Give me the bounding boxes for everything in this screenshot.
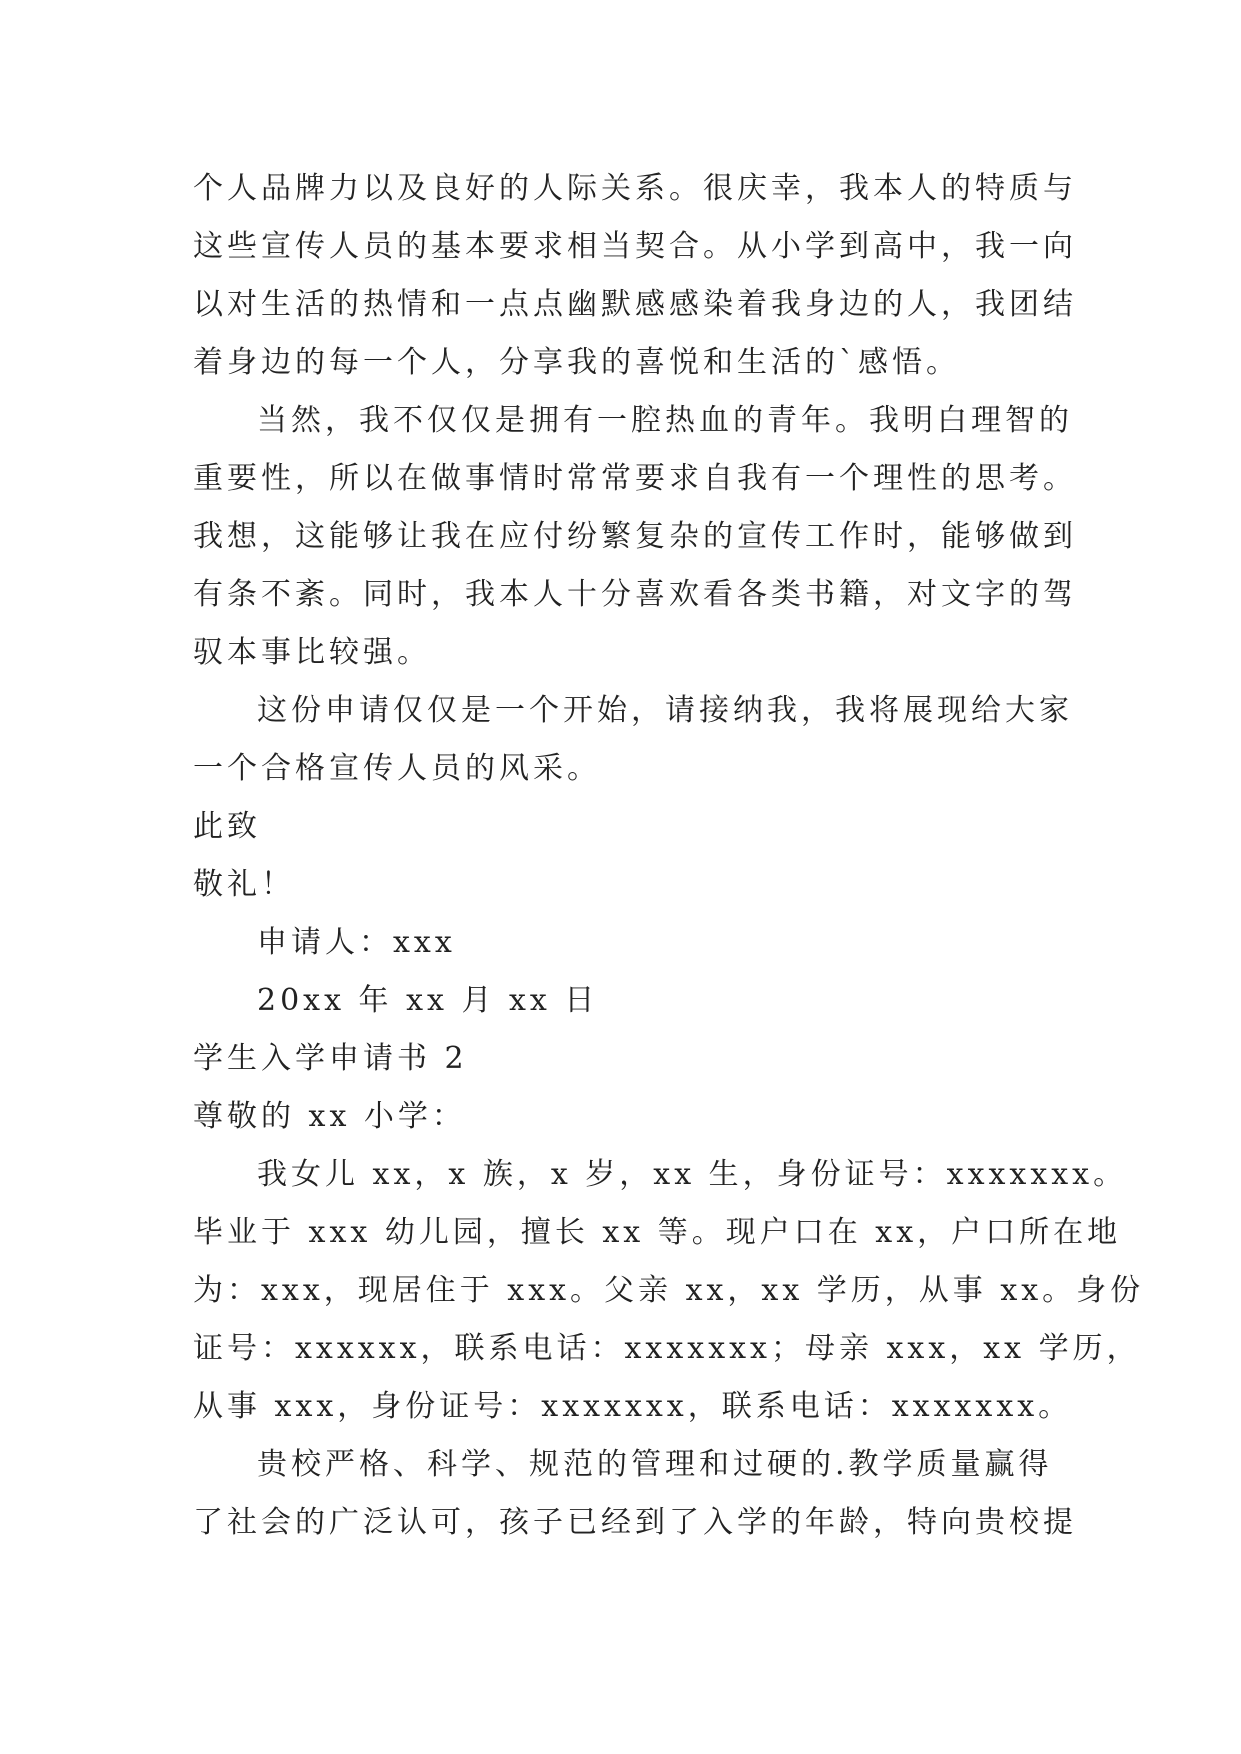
text-line-2: 这些宣传人员的基本要求相当契合。从小学到高中，我一向 (193, 229, 1077, 264)
signature-date: 20xx 年 xx 月 xx 日 (257, 983, 599, 1018)
text-line-8: 有条不紊。同时，我本人十分喜欢看各类书籍，对文字的驾 (193, 577, 1077, 612)
closing-salutation: 此致 (193, 809, 261, 844)
text-line-3: 以对生活的热情和一点点幽默感感染着我身边的人，我团结 (193, 287, 1077, 322)
letter-greeting: 尊敬的 xx 小学： (193, 1099, 466, 1134)
text-line-1: 个人品牌力以及良好的人际关系。很庆幸，我本人的特质与 (193, 171, 1077, 206)
text-line-4: 着身边的每一个人，分享我的喜悦和生活的`感悟。 (193, 345, 960, 380)
section-title: 学生入学申请书 2 (193, 1041, 468, 1076)
text-line-20: 为：xxx，现居住于 xxx。父亲 xx，xx 学历，从事 xx。身份 (193, 1273, 1145, 1308)
text-line-6: 重要性，所以在做事情时常常要求自我有一个理性的思考。 (193, 461, 1077, 496)
text-line-11: 一个合格宣传人员的风采。 (193, 751, 601, 786)
document-body (193, 160, 1145, 1552)
text-line-18: 我女儿 xx，x 族，x 岁，xx 生，身份证号：xxxxxxx。 (257, 1157, 1128, 1192)
text-line-10: 这份申请仅仅是一个开始，请接纳我，我将展现给大家 (257, 693, 1073, 728)
text-line-24: 了社会的广泛认可，孩子已经到了入学的年龄，特向贵校提 (193, 1505, 1077, 1540)
closing-respect: 敬礼！ (193, 867, 295, 902)
text-line-22: 从事 xxx，身份证号：xxxxxxx，联系电话：xxxxxxx。 (193, 1389, 1073, 1424)
text-line-5: 当然，我不仅仅是拥有一腔热血的青年。我明白理智的 (257, 403, 1073, 438)
text-line-23: 贵校严格、科学、规范的管理和过硬的.教学质量赢得 (257, 1447, 1053, 1482)
applicant-signature: 申请人：xxx (257, 925, 456, 960)
text-line-9: 驭本事比较强。 (193, 635, 431, 670)
text-line-19: 毕业于 xxx 幼儿园，擅长 xx 等。现户口在 xx，户口所在地 (193, 1215, 1122, 1250)
text-line-7: 我想，这能够让我在应付纷繁复杂的宣传工作时，能够做到 (193, 519, 1077, 554)
text-line-21: 证号：xxxxxx，联系电话：xxxxxxx；母亲 xxx，xx 学历， (193, 1331, 1141, 1366)
